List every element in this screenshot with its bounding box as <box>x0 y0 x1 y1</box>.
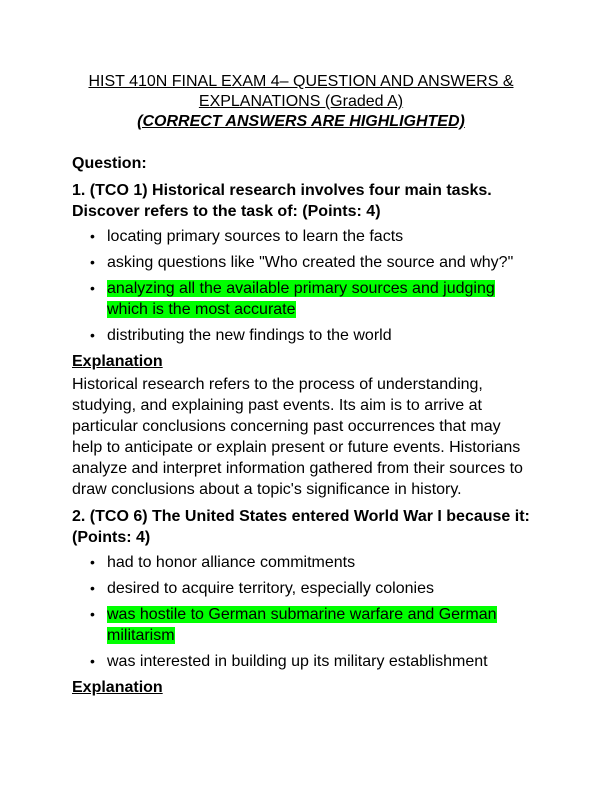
explanation-heading: Explanation <box>72 353 163 370</box>
bullet-icon: • <box>90 606 95 622</box>
answer-option <box>90 325 530 346</box>
question-heading: Question: <box>72 155 147 172</box>
answer-option-text: desired to acquire territory, especially colonies <box>107 580 434 597</box>
bullet-icon: • <box>90 653 95 669</box>
answer-option-text: had to honor alliance commitments <box>107 554 356 571</box>
answer-option <box>90 552 530 573</box>
question-text: 2. (TCO 6) The United States entered World War I because it: (Points: 4) <box>72 508 530 546</box>
document-title: HIST 410N FINAL EXAM 4– QUESTION AND ANSWERS & EXPLANATIONS (Graded A) <box>88 73 514 110</box>
answer-options <box>72 552 530 672</box>
answer-option <box>90 651 530 672</box>
bullet-icon: • <box>90 327 95 343</box>
answer-option <box>90 252 530 273</box>
bullet-icon: • <box>90 580 95 596</box>
answer-option-correct <box>90 604 530 646</box>
answer-options <box>72 226 530 346</box>
question-block-2 <box>72 506 530 698</box>
answer-option-correct <box>90 278 530 320</box>
answer-option <box>90 578 530 599</box>
answer-option <box>90 226 530 247</box>
document-subtitle: (CORRECT ANSWERS ARE HIGHLIGHTED) <box>137 113 465 130</box>
answer-option-text: locating primary sources to learn the facts <box>107 228 404 245</box>
question-text: 1. (TCO 1) Historical research involves four main tasks. Discover refers to the task of: (Points: 4) <box>72 182 492 220</box>
explanation-text: Historical research refers to the process of understanding, studying, and explaining past events. Its aim is to arrive at particular conclusions concerning past occurrences that may help to anticipate or explain present or future events. Historians analyze and interpret information gathered from their sources to draw conclusions about a topic's significance in history. <box>72 376 523 498</box>
answer-option-text: asking questions like "Who created the source and why?" <box>107 254 514 271</box>
bullet-icon: • <box>90 554 95 570</box>
bullet-icon: • <box>90 280 95 296</box>
bullet-icon: • <box>90 228 95 244</box>
answer-option-text: distributing the new findings to the world <box>107 327 392 344</box>
highlighted-answer-text: analyzing all the available primary sources and judging which is the most accurate <box>107 280 495 318</box>
answer-option-text: was interested in building up its military establishment <box>107 653 488 670</box>
explanation-heading: Explanation <box>72 679 163 696</box>
highlighted-answer-text: was hostile to German submarine warfare and German militarism <box>107 606 497 644</box>
question-block-1 <box>72 180 530 500</box>
bullet-icon: • <box>90 254 95 270</box>
